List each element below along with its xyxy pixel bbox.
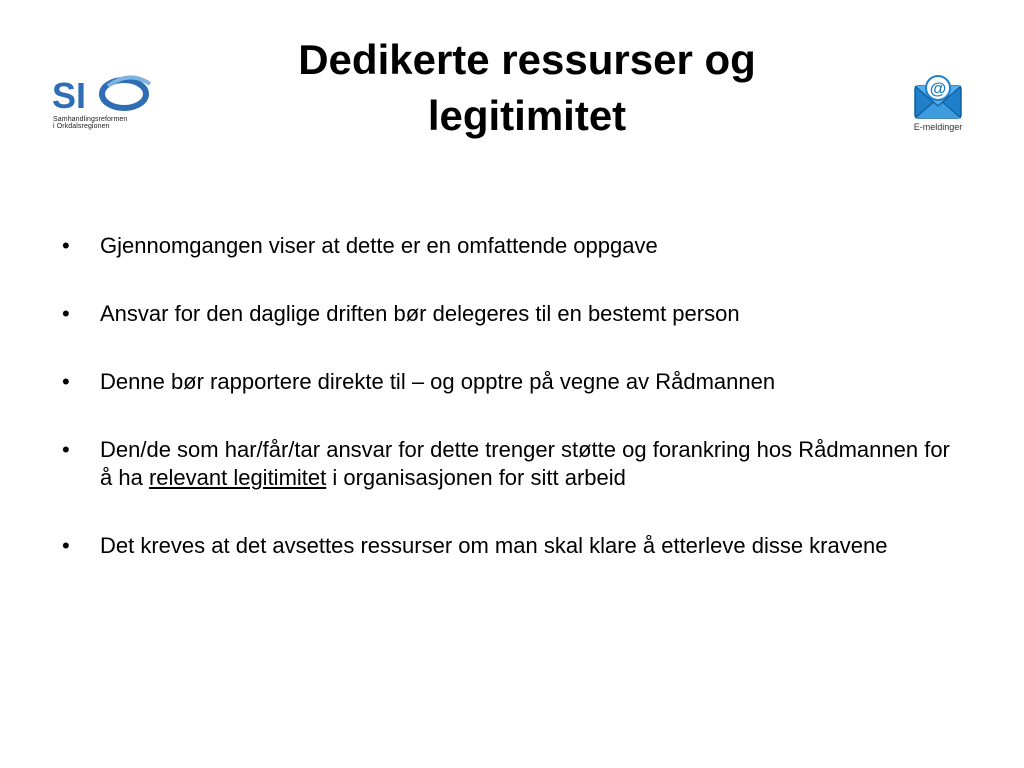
bullet-text: Denne bør rapportere direkte til – og opptre på vegne av Rådmannen bbox=[100, 369, 776, 394]
bullet-dot: • bbox=[62, 533, 70, 558]
sio-logo-letters: SI bbox=[52, 75, 87, 116]
sio-logo-caption-line2: i Orkdalsregionen bbox=[53, 123, 110, 130]
email-badge-label: E-meldinger bbox=[913, 122, 963, 132]
bullet-text-part: Den/de som har/får/tar ansvar for dette trenger støtte og forankring hos Rådmannen for å ha bbox=[100, 437, 950, 490]
slide-title-line2: legitimitet bbox=[427, 92, 627, 139]
bullet-list bbox=[62, 232, 962, 600]
bullet-item bbox=[62, 436, 962, 492]
bullet-item bbox=[62, 532, 962, 560]
bullet-dot: • bbox=[62, 437, 70, 462]
sio-logo-caption bbox=[53, 116, 127, 130]
bullet-dot: • bbox=[62, 369, 70, 394]
relevant-legitimitet-text: relevant legitimitet bbox=[148, 465, 327, 490]
bullet-text: Det kreves at det avsettes ressurser om man skal klare å etterleve disse kravene bbox=[100, 533, 888, 558]
at-sign-icon: @ bbox=[929, 79, 947, 98]
bullet-text: Gjennomgangen viser at dette er en omfattende oppgave bbox=[100, 233, 658, 258]
sio-logo-caption-line1: Samhandlingsreformen bbox=[53, 116, 128, 123]
slide-title bbox=[212, 32, 842, 144]
bullet-item bbox=[62, 232, 962, 260]
envelope-icon bbox=[905, 72, 971, 122]
sio-logo bbox=[50, 72, 162, 132]
bullet-item bbox=[62, 368, 962, 396]
sio-logo-mark bbox=[50, 72, 162, 116]
bullet-dot: • bbox=[62, 233, 70, 258]
email-badge[interactable] bbox=[905, 72, 971, 138]
bullet-item bbox=[62, 300, 962, 328]
bullet-text: Ansvar for den daglige driften bør delegeres til en bestemt person bbox=[100, 301, 740, 326]
slide-title-line1: Dedikerte ressurser og bbox=[298, 36, 756, 83]
bullet-text-part: i organisasjonen for sitt arbeid bbox=[326, 465, 626, 490]
bullet-text bbox=[100, 437, 950, 490]
bullet-dot: • bbox=[62, 301, 70, 326]
